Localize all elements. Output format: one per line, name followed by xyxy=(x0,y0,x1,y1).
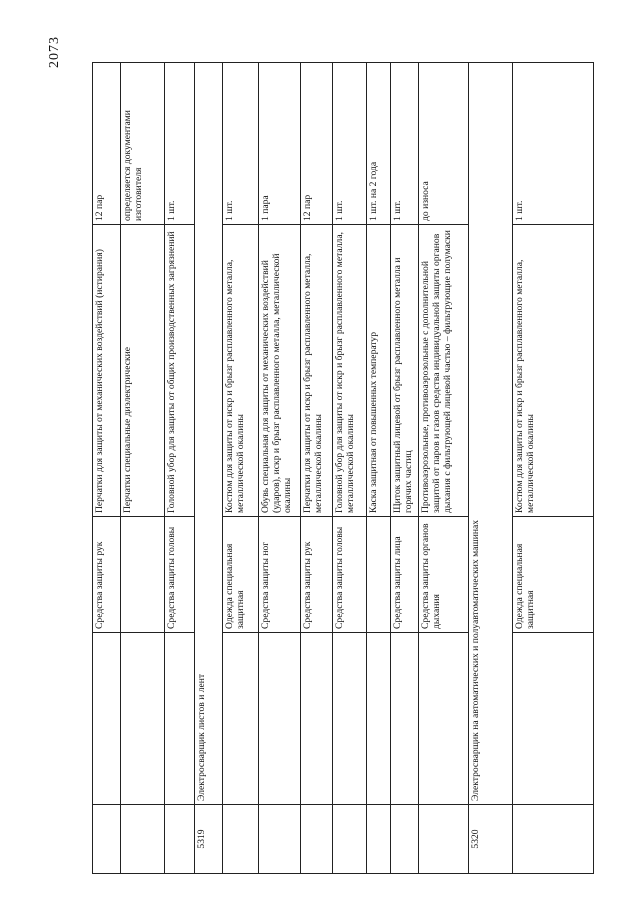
table-cell-code xyxy=(418,804,468,874)
table-cell-text xyxy=(92,632,120,804)
table-cell-code xyxy=(366,804,390,874)
table-cell-norm xyxy=(300,62,332,224)
table-cell-category xyxy=(120,516,164,632)
table-cell-text: 1 шт. на 2 года xyxy=(368,161,379,221)
table-cell-text xyxy=(512,804,594,874)
table-cell-text: Перчатки специальные диэлектрические xyxy=(122,346,133,513)
table-cell-profession xyxy=(300,632,332,804)
table-cell-code xyxy=(332,804,366,874)
table-cell-category xyxy=(164,516,194,632)
table-cell-profession xyxy=(390,632,418,804)
table-cell-text xyxy=(418,804,468,874)
table-cell-norm xyxy=(92,62,120,224)
table-cell-norm xyxy=(390,62,418,224)
table-cell-text: Средства защиты рук xyxy=(302,541,313,629)
table-cell-category xyxy=(258,516,300,632)
table-cell-code xyxy=(92,804,120,874)
table-cell-code xyxy=(300,804,332,874)
table-cell-profession xyxy=(332,632,366,804)
table-cell-text xyxy=(300,804,332,874)
table-cell-text: 5319 xyxy=(196,829,207,849)
table-cell-text xyxy=(222,632,258,804)
table-cell-category xyxy=(418,516,468,632)
table-cell-text: Каска защитная от повышенных температур xyxy=(368,331,379,513)
table-cell-norm xyxy=(332,62,366,224)
table-cell-text: определяется документами изготовителя xyxy=(122,110,144,221)
table-cell-text: 5320 xyxy=(470,829,481,849)
table-cell-text: до износа xyxy=(420,181,431,221)
table-cell-code xyxy=(194,804,222,874)
table-cell-text: 1 шт. xyxy=(224,200,235,221)
table-cell-text xyxy=(332,804,366,874)
table-cell-text: 1 шт. xyxy=(392,200,403,221)
table-cell-text: 1 шт. xyxy=(166,200,177,221)
table-cell-text: Электросварщик листов и лент xyxy=(196,673,207,801)
table-cell-category xyxy=(300,516,332,632)
table-cell-text xyxy=(120,632,164,804)
table-cell-text: Средства защиты ног xyxy=(260,541,271,629)
table-cell-text: Перчатки для защиты от механических воздействий (истирания) xyxy=(94,249,105,513)
table-cell-text: 1 пара xyxy=(260,195,271,221)
table-cell-item xyxy=(258,224,300,516)
table-cell-category xyxy=(390,516,418,632)
table-cell-text: 1 шт. xyxy=(514,200,525,221)
table-cell-profession xyxy=(164,632,194,804)
table-cell-text xyxy=(258,632,300,804)
table-cell-text xyxy=(332,632,366,804)
table-cell-norm xyxy=(120,62,164,224)
page-number-text: 2073 xyxy=(47,36,62,68)
table-cell-profession xyxy=(92,632,120,804)
table-cell-text: Головной убор для защиты от искр и брызг расплавленного металла, металлической окалины xyxy=(334,232,356,513)
table-cell-code xyxy=(468,804,512,874)
table-cell-text: Костюм для защиты от искр и брызг расплавленного металла, металлической окалины xyxy=(514,259,536,513)
ppe-norms-table xyxy=(92,62,594,874)
table-cell-text: 12 пар xyxy=(302,194,313,221)
table-cell-code xyxy=(164,804,194,874)
table-cell-code xyxy=(512,804,594,874)
table-cell-profession xyxy=(366,632,390,804)
table-cell-profession xyxy=(222,632,258,804)
table-cell-category xyxy=(332,516,366,632)
table-cell-text xyxy=(366,804,390,874)
table-cell-item xyxy=(390,224,418,516)
table-cell-text xyxy=(120,516,164,632)
table-cell-norm xyxy=(222,62,258,224)
table-cell-norm xyxy=(164,62,194,224)
table-cell-profession xyxy=(512,632,594,804)
table-cell-text xyxy=(164,804,194,874)
table-cell-code xyxy=(120,804,164,874)
table-cell-text xyxy=(92,804,120,874)
table-cell-text: Противоаэрозольные, противоаэрозольные с дополнительной защитой от паров и газов средства индивидуальной защиты органов дыхания с фильтрующей лицевой частью – фильтрующие полумаски xyxy=(420,230,453,513)
table-cell-item xyxy=(92,224,120,516)
table-cell-profession xyxy=(194,62,222,804)
table-cell-text xyxy=(390,632,418,804)
table-cell-category xyxy=(366,516,390,632)
table-cell-text xyxy=(300,632,332,804)
table-cell-item xyxy=(120,224,164,516)
table-cell-text: Средства защиты лица xyxy=(392,536,403,629)
table-cell-text: 1 шт. xyxy=(334,200,345,221)
table-cell-norm xyxy=(258,62,300,224)
table-cell-text: Средства защиты головы xyxy=(166,526,177,629)
table-cell-text: Перчатки для защиты от искр и брызг расплавленного металла, металлической окалины xyxy=(302,253,324,513)
table-cell-text xyxy=(418,632,468,804)
table-cell-norm xyxy=(512,62,594,224)
table-cell-code xyxy=(390,804,418,874)
table-cell-item xyxy=(418,224,468,516)
table-cell-text xyxy=(366,516,390,632)
table-cell-norm xyxy=(418,62,468,224)
table-cell-profession xyxy=(120,632,164,804)
table-cell-text: Обувь специальная для защиты от механических воздействий (ударов), искр и брызг расплавленного металла, металлической окалины xyxy=(260,253,293,513)
table-cell-code xyxy=(258,804,300,874)
table-cell-item xyxy=(332,224,366,516)
table-cell-text xyxy=(258,804,300,874)
table-cell-text: Средства защиты головы xyxy=(334,526,345,629)
table-cell-text: Одежда специальная защитная xyxy=(514,543,536,629)
table-cell-category xyxy=(92,516,120,632)
table-cell-item xyxy=(300,224,332,516)
table-cell-text: Головной убор для защиты от общих производственных загрязнений xyxy=(166,231,177,513)
table-cell-text: Костюм для защиты от искр и брызг расплавленного металла, металлической окалины xyxy=(224,259,246,513)
table-cell-category xyxy=(222,516,258,632)
table-cell-category xyxy=(512,516,594,632)
page-number xyxy=(40,12,70,92)
table-cell-text: 12 пар xyxy=(94,194,105,221)
table-cell-item xyxy=(164,224,194,516)
table-cell-text xyxy=(512,632,594,804)
table-cell-text xyxy=(390,804,418,874)
table-cell-text: Электросварщик на автоматических и полуавтоматических машинах xyxy=(470,519,481,801)
table-cell-text: Средства защиты рук xyxy=(94,541,105,629)
table-cell-text xyxy=(120,804,164,874)
table-cell-item xyxy=(222,224,258,516)
table-cell-text xyxy=(366,632,390,804)
table-cell-norm xyxy=(366,62,390,224)
table-cell-item xyxy=(366,224,390,516)
table-cell-code xyxy=(222,804,258,874)
table-cell-text xyxy=(222,804,258,874)
table-cell-profession xyxy=(418,632,468,804)
table-cell-text: Одежда специальная защитная xyxy=(224,543,246,629)
table-cell-text: Средства защиты органов дыхания xyxy=(420,523,442,629)
table-cell-item xyxy=(512,224,594,516)
table-cell-text xyxy=(164,632,194,804)
table-cell-profession xyxy=(258,632,300,804)
table-cell-profession xyxy=(468,62,512,804)
table-cell-text: Щиток защитный лицевой от брызг расплавленного металла и горячих частиц xyxy=(392,257,414,513)
